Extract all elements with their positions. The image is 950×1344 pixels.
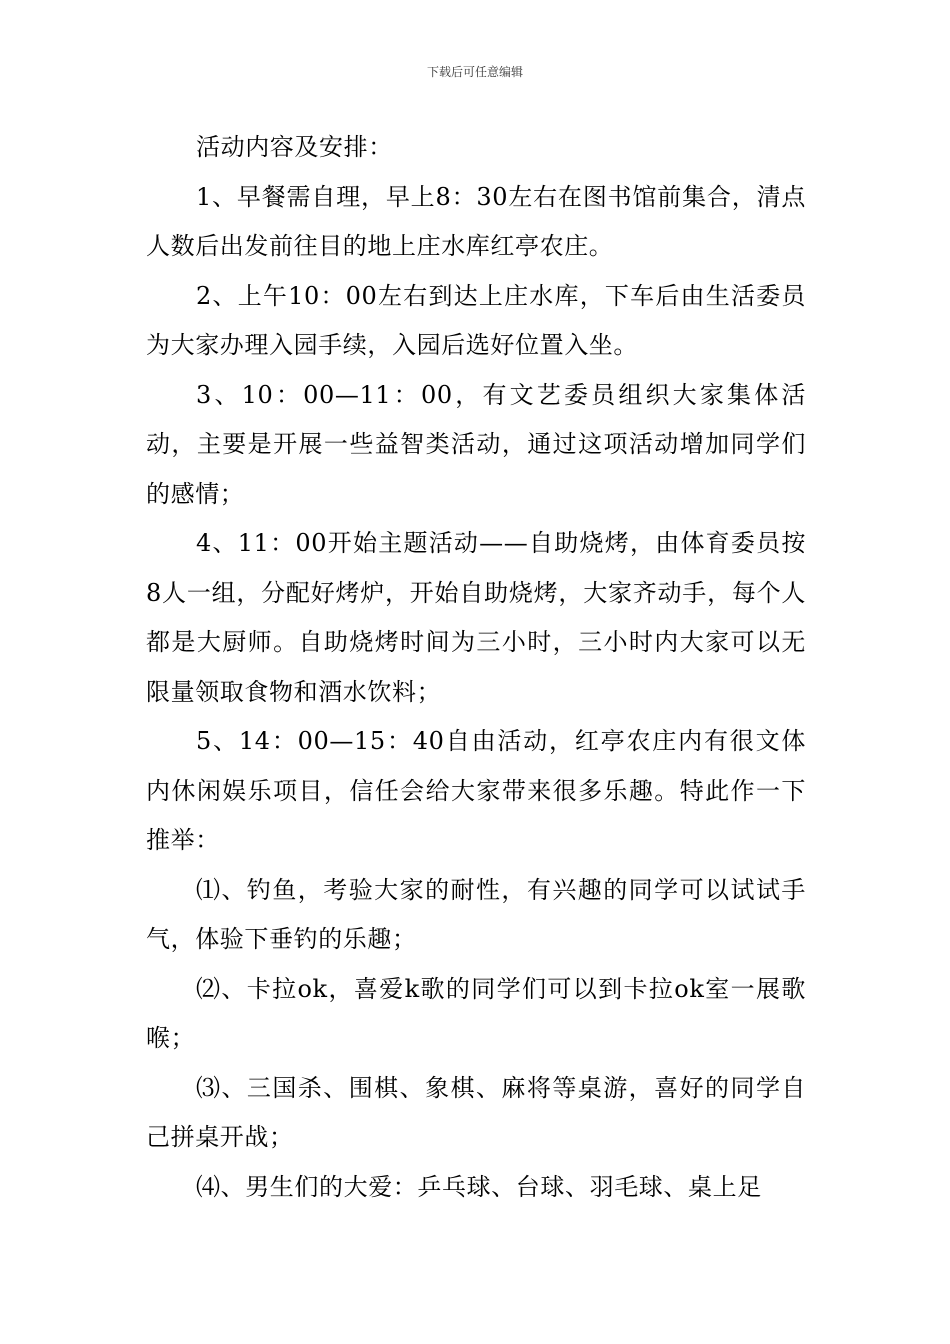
schedule-item-3: 3、10：00—11：00，有文艺委员组织大家集体活动，主要是开展一些益智类活动，通过这项活动增加同学们的感情； bbox=[146, 380, 806, 508]
page-header-note: 下载后可任意编辑 bbox=[426, 65, 523, 79]
recommendation-2: ⑵、卡拉ok，喜爱k歌的同学们可以到卡拉ok室一展歌喉； bbox=[146, 974, 806, 1052]
schedule-item-1: 1、早餐需自理，早上8：30左右在图书馆前集合，清点人数后出发前往目的地上庄水库红亭农庄。 bbox=[146, 182, 806, 260]
schedule-item-2: 2、上午10：00左右到达上庄水库，下车后由生活委员为大家办理入园手续，入园后选好位置入坐。 bbox=[146, 281, 806, 359]
schedule-item-5: 5、14：00—15：40自由活动，红亭农庄内有很文体内休闲娱乐项目，信任会给大家带来很多乐趣。特此作一下推举： bbox=[146, 727, 806, 854]
recommendation-4: ⑷、男生们的大爱：乒乓球、台球、羽毛球、桌上足 bbox=[196, 1172, 762, 1201]
recommendation-1: ⑴、钓鱼，考验大家的耐性，有兴趣的同学可以试试手气，体验下垂钓的乐趣； bbox=[146, 875, 806, 953]
schedule-item-4: 4、11：00开始主题活动——自助烧烤，由体育委员按8人一组，分配好烤炉，开始自助烧烤，大家齐动手，每个人都是大厨师。自助烧烤时间为三小时，三小时内大家可以无限量领取食物和酒水饮料； bbox=[146, 529, 806, 706]
document-body bbox=[146, 123, 806, 1212]
section-heading: 活动内容及安排： bbox=[196, 133, 393, 161]
recommendation-3: ⑶、三国杀、围棋、象棋、麻将等桌游，喜好的同学自己拼桌开战； bbox=[146, 1073, 806, 1151]
